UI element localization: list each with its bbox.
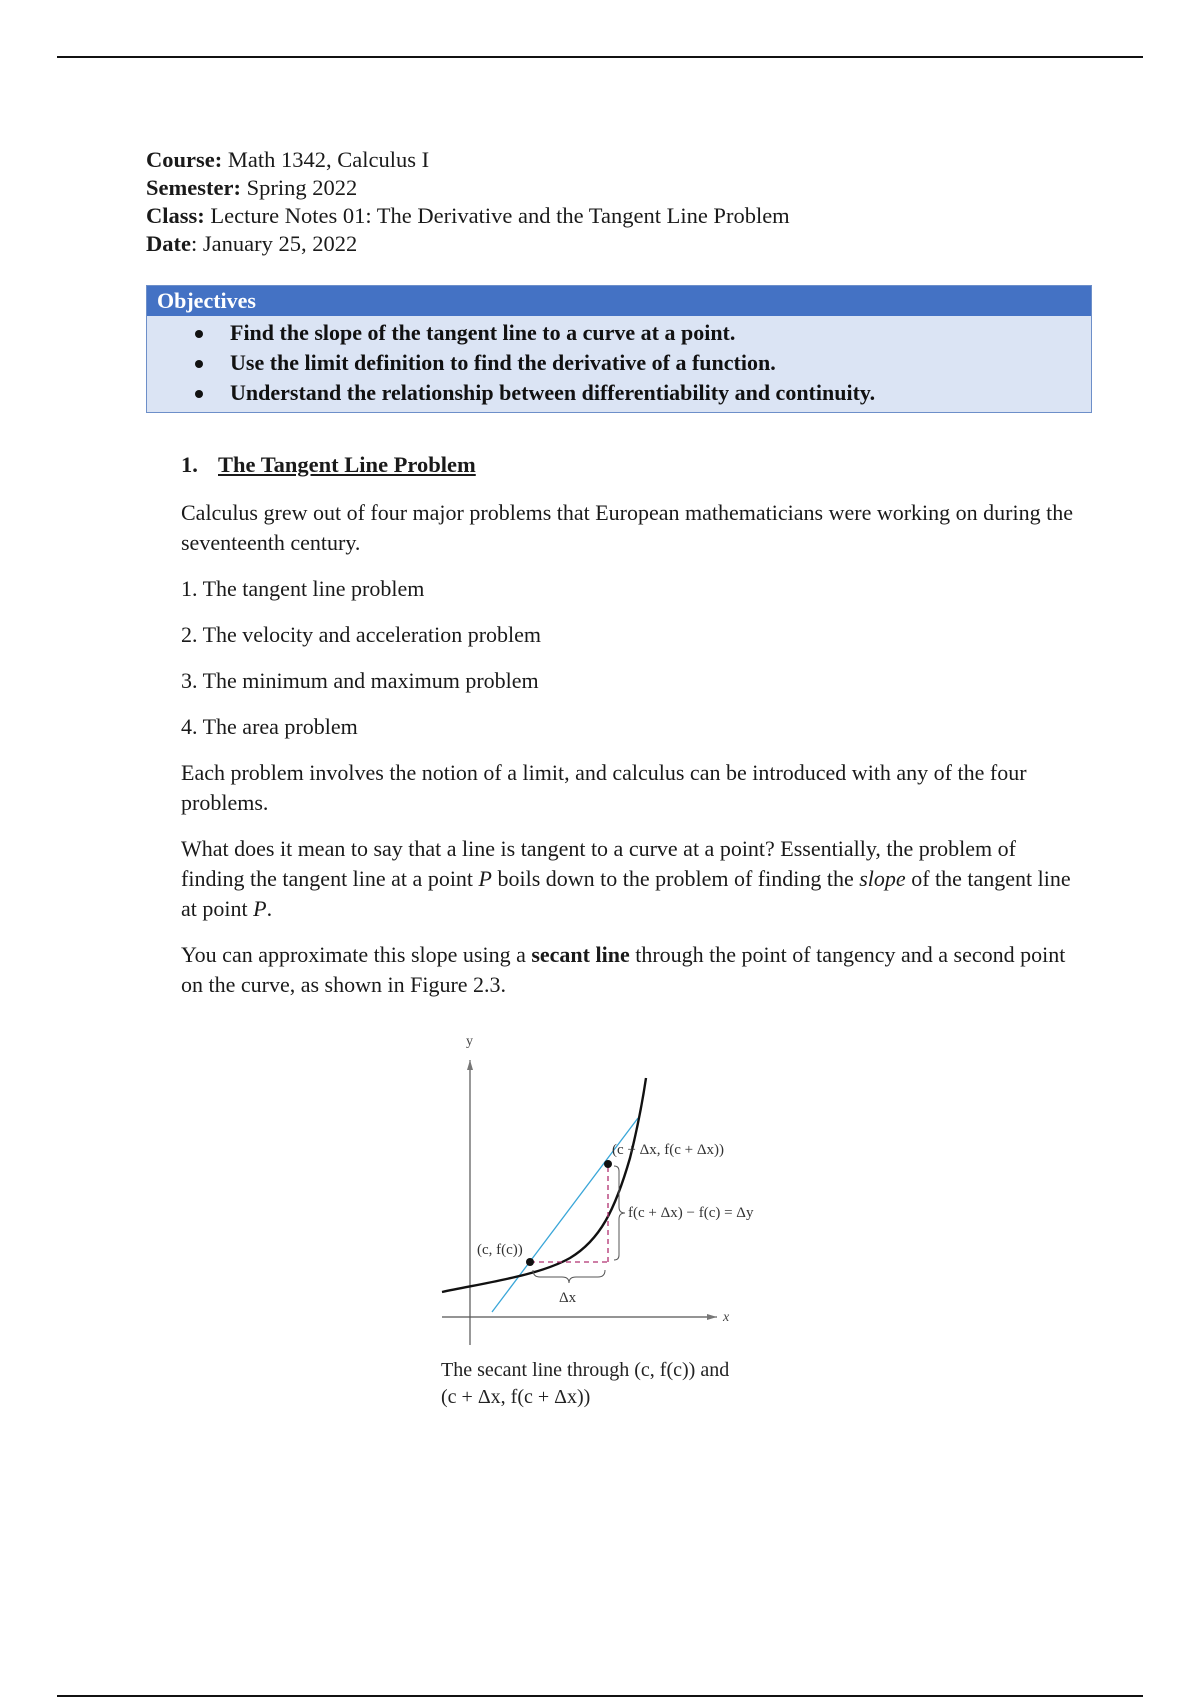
- figure-caption: [441, 1357, 861, 1411]
- objectives-list: [147, 316, 1091, 412]
- date-row: [146, 230, 790, 258]
- semester-row: [146, 174, 790, 202]
- section-heading: [181, 450, 1081, 480]
- x-axis-arrow-icon: [707, 1314, 717, 1320]
- course-row: [146, 146, 790, 174]
- date-label: Date: [146, 231, 191, 256]
- y-axis-label: y: [466, 1034, 473, 1049]
- problem-item: 3. The minimum and maximum problem: [181, 668, 539, 693]
- objectives-box: [146, 285, 1092, 413]
- bullet-icon: [195, 330, 203, 338]
- problem-item: 4. The area problem: [181, 714, 358, 739]
- objective-text: Use the limit definition to find the derivative of a function.: [230, 350, 776, 375]
- text-run: What does it mean to say that a line is tangent to a curve at a point? Essentially, the problem of finding the tangent line at a point: [181, 836, 1016, 891]
- text-run: You can approximate this slope using a: [181, 942, 532, 967]
- secant-line-term: secant line: [531, 942, 630, 967]
- tangent-point: [526, 1258, 534, 1266]
- text-run: .: [266, 896, 273, 921]
- semester-label: Semester:: [146, 175, 241, 200]
- intro-paragraph: Calculus grew out of four major problems that European mathematicians were working on during the seventeenth century.: [181, 500, 1073, 555]
- caption-line: The secant line through (c, f(c)) and: [441, 1359, 730, 1381]
- class-row: [146, 202, 790, 230]
- section-content: [181, 450, 1081, 1016]
- objective-item: [147, 378, 1091, 408]
- semester-value: Spring 2022: [246, 175, 358, 200]
- objective-item: [147, 348, 1091, 378]
- second-point: [604, 1160, 612, 1168]
- class-label: Class:: [146, 203, 205, 228]
- secant-paragraph: [181, 940, 1081, 1000]
- caption-line: (c + Δx, f(c + Δx)): [441, 1386, 591, 1408]
- delta-y-label: f(c + Δx) − f(c) = Δy: [628, 1205, 754, 1221]
- course-value: Math 1342, Calculus I: [227, 147, 430, 172]
- y-axis-arrow-icon: [467, 1060, 473, 1070]
- course-header: [146, 146, 790, 258]
- limit-paragraph: Each problem involves the notion of a limit, and calculus can be introduced with any of the four problems.: [181, 760, 1027, 815]
- problem-item: 2. The velocity and acceleration problem: [181, 622, 542, 647]
- slope-emphasis: slope: [859, 866, 906, 891]
- delta-x-label: Δx: [559, 1290, 577, 1306]
- problem-item: 1. The tangent line problem: [181, 576, 425, 601]
- bottom-rule: [57, 1695, 1143, 1697]
- objectives-title: Objectives: [147, 286, 1091, 316]
- date-value: : January 25, 2022: [190, 231, 358, 256]
- section-number: 1.: [181, 452, 198, 477]
- tangent-paragraph: [181, 834, 1081, 924]
- section-title: The Tangent Line Problem: [218, 452, 476, 477]
- point1-label: (c, f(c)): [477, 1242, 523, 1258]
- class-value: Lecture Notes 01: The Derivative and the Tangent Line Problem: [210, 203, 790, 228]
- objective-text: Understand the relationship between differentiability and continuity.: [230, 380, 876, 405]
- point2-label: (c + Δx, f(c + Δx)): [612, 1142, 725, 1158]
- course-label: Course:: [146, 147, 223, 172]
- top-rule: [57, 56, 1143, 58]
- objective-text: Find the slope of the tangent line to a curve at a point.: [230, 320, 736, 345]
- x-axis-label: x: [723, 1310, 730, 1325]
- text-run: boils down to the problem of finding the: [492, 866, 860, 891]
- text-run: of the tangent line at point: [181, 866, 1071, 921]
- secant-figure: [430, 1030, 830, 1350]
- objective-item: [147, 318, 1091, 348]
- text-run: through the point of tangency and a second point on the curve, as shown in Figure 2.3.: [181, 942, 1066, 997]
- figure-svg: [430, 1030, 830, 1350]
- delta-x-brace: [533, 1270, 605, 1283]
- bullet-icon: [195, 390, 203, 398]
- point-p: P: [253, 896, 267, 921]
- bullet-icon: [195, 360, 203, 368]
- point-p: P: [478, 866, 492, 891]
